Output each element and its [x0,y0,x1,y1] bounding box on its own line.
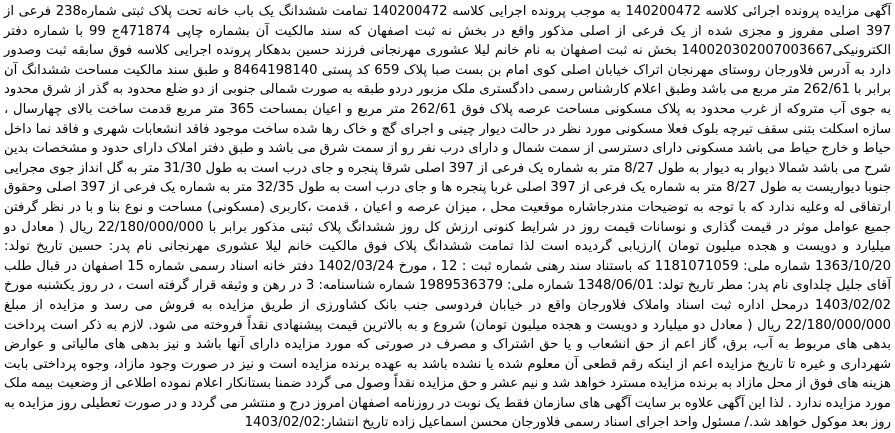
auction-notice-body-text: آگهی مزایده پرونده اجرائی کلاسه 140200472 به موجب پرونده اجرایی کلاسه 140200472 تمامت ششدانگ یک باب خانه تحت پلاک ثبتی شماره238 فرعی از 397 اصلی مفروز و مجزی شده از یک فرعی از اصلی مذکور واقع در بخش نه ثبت اصفهان که سند مالکیت آن بشماره چاپی 471874ج 99 با شماره دفتر الکترونیکی140020302007003667 بخش نه ثبت اصفهان به نام خانم لیلا عشوری مهرنجانی فرزند حسین بدهکار پرونده اجرایی کلاسه فوق سابقه ثبت وصدور دارد به آدرس فلاورجان روستای مهرنجان اتراک خیابان اصلی کوی امام بن بست صبا پلاک 659 کد پستی 8464198140 و طبق سند مالکیت مساحت ششدانگ آن برابر با 262/61 متر مربع می باشد وطبق اعلام کارشناس رسمی دادگستری ملک مزبور دردو طبقه به صورت شمالی جنوبی از دو ضلع محدود به گذر از شرق محدود به جوی آب متروکه از غرب محدود به پلاک مسکونی مساحت عرصه پلاک فوق 262/61 متر مربع و اعیان بمساحت 365 متر مربع قدمت ساخت بالای چهارسال ، سازه اسکلت بتنی سقف تیرچه بلوک فعلا مسکونی مورد نظر در حالت دیوار چینی و اجرای گچ و خاک رها شده ساخت موجود فاقد انشعابات شهری و فاقد نما داخل حیاط و خارج حیاط می باشد مسکونی دارای دسترسی از سمت شمال و دارای درب نفر رو از سمت شرق می باشد و طبق دفتر املاک دارای حدود و مشخصات بدین شرح می باشد شمالا دیوار به دیوار به طول 8/27 متر به شماره یک فرعی از 397 اصلی شرقا پنجره و جای درب است به طول 31/30 متر به گل انداز جوی مجرایی جنوبا دیواریست به طول 8/27 متر به شماره یک فرعی از 397 اصلی غربا پنجره ها و جای درب است به طول 32/35 متر به شماره یک فرعی از 397 اصلی وحقوق ارتفاقی له وعلیه ندارد که با توجه به توضیحات مندرجاشاره موقعیت محل ، میزان عرصه و اعیان ، قدمت ،کاربری (مسکونی) مساحت و نوع بنا و با در نظر گرفتن جمیع عوامل موثر در قیمت گذاری و نوسانات قیمت روز در شرایط کنونی ارزش کل روز ششدانگ پلاک ثبتی مذکور برابر با 22/180/000/000 ریال ( معادل دو میلیارد و دویست و هجده میلیون تومان )ارزیابی گردیده است لذا تمامت ششدانگ پلاک فوق مالکیت خانم لیلا عشوری مهرنجانی نام پدر: حسین تاریخ تولد: 1363/10/20 شماره ملی: 1181071059 که باستناد سند رهنی شماره ثبت : 12 ، مورخ 1402/03/24 دفتر خانه اسناد رسمی شماره 15 اصفهان در قبال طلب آقای جلیل چلداوی نام پدر: مطر تاریخ تولد: 1348/06/01 شماره ملی: 1989536379 شماره شناسنامه: 3 در رهن و وثیقه قرار گرفته است ، در روز یکشنبه مورخ 1403/02/02 درمحل اداره ثبت اسناد واملاک فلاورجان واقع در خیابان فردوسی جنب بانک کشاورزی از طریق مزایده به فروش می رسد و مزایده از مبلغ 22/180/000/000 ریال ( معادل دو میلیارد و دویست و هجده میلیون تومان) شروع و به بالاترین قیمت پیشنهادی نقداً فروخته می شود. لازم به ذکر است پرداخت بدهی های مربوط به آب، برق، گاز اعم از حق انشعاب و یا حق اشتراک و مصرف در صورتی که مورد مزایده دارای آنها باشد و نیز بدهی های مالیاتی و عوارض شهرداری و غیره تا تاریخ مزایده اعم از اینکه رقم قطعی آن معلوم شده یا نشده باشد به عهده برنده مزایده است و نیز در صورت وجود مازاد، وجوه پرداختی بابت هزینه های فوق از محل مازاد به برنده مزایده مسترد خواهد شد و نیم عشر و حق مزایده نقداً وصول می گردد ضمنا بستانکار اعلام نموده اطلاعی از وضعیت بیمه ملک مورد مزایده ندارد . لذا این آگهی علاوه بر سایت آگهی های سازمان فقط یک نوبت در روزنامه اصفهان امروز درج و منتشر می گردد و در صورت تعطیلی روز مزایده به روز بعد موکول خواهد شد./ مسئول واحد اجرای اسناد رسمی فلاورجان محسن اسماعیل زاده تاریخ انتشار:1403/02/02 [4,4,891,431]
